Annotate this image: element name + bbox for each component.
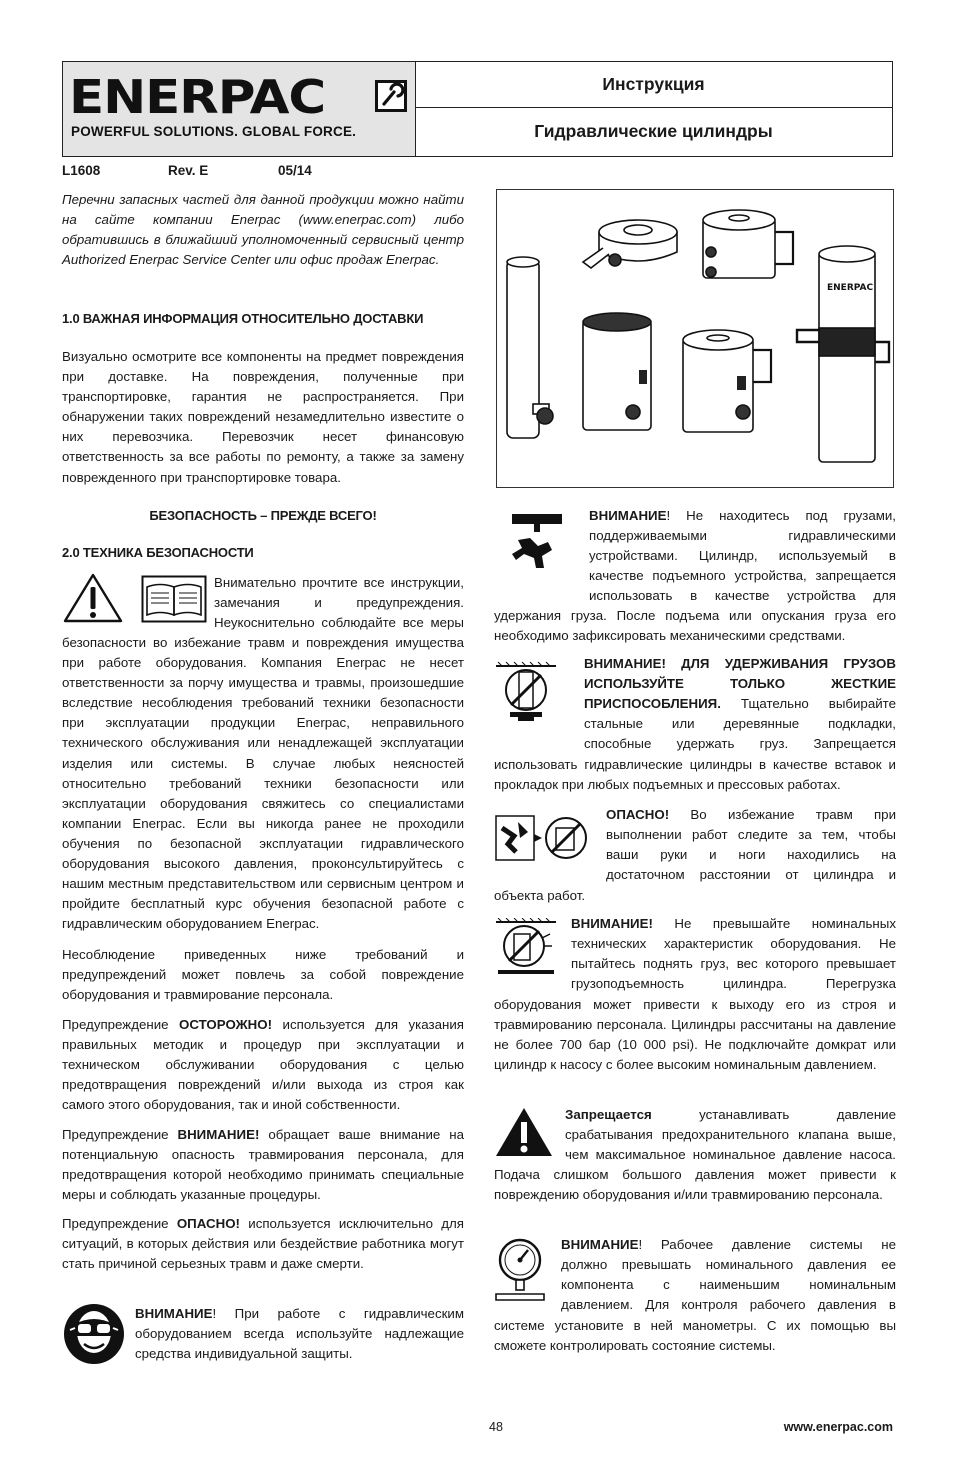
warning-3-line-4: достаточном расстоянии от цилиндра и <box>606 867 896 883</box>
warning-1-tail: удержания груза. После подъема или опускания груза его необходимо зафиксировать механическими средствами. <box>494 608 896 644</box>
ppe-text: ! При работе с гидравлическим оборудованием всегда используйте надлежащие средства индивидуальной защиты. <box>135 1306 464 1362</box>
warning-triangle-icon <box>62 572 124 624</box>
safety-first-heading: БЕЗОПАСНОСТЬ – ПРЕЖДЕ ВСЕГО! <box>149 508 377 523</box>
section-2-line-2: замечания и предупреждения. <box>214 595 464 611</box>
ppe-warning <box>135 1304 464 1364</box>
brand-tagline: POWERFUL SOLUTIONS. GLOBAL FORCE. <box>71 124 357 139</box>
warning-6-line-1 <box>561 1235 896 1255</box>
warning-4-line-4: грузоподъемность цилиндра. Перегрузка <box>571 976 896 992</box>
warning-4-keyword: ВНИМАНИЕ! <box>571 916 653 931</box>
danger-prefix: Предупреждение <box>62 1216 177 1231</box>
warning-3-keyword: ОПАСНО! <box>606 807 670 822</box>
section-2-heading: 2.0 ТЕХНИКА БЕЗОПАСНОСТИ <box>62 545 254 560</box>
warning-5-lines <box>565 1105 896 1165</box>
logo-block <box>63 62 416 156</box>
warning-6-line-1-text: ! Рабочее давление системы не <box>638 1237 896 1252</box>
warning-5-line-1 <box>565 1105 896 1125</box>
danger-keyword: ОПАСНО! <box>176 1216 240 1231</box>
warning-keyword: ВНИМАНИЕ! <box>177 1127 260 1142</box>
section-1-heading: 1.0 ВАЖНАЯ ИНФОРМАЦИЯ ОТНОСИТЕЛЬНО ДОСТАВКИ <box>62 311 424 326</box>
warning-2-lines <box>584 654 896 754</box>
danger-text: используется исключительно для ситуаций, в которых действия или бездействие работника могут стать причиной серьезных травм и даже смерти. <box>62 1216 465 1272</box>
document-meta <box>62 163 442 183</box>
manual-book-icon <box>141 575 207 623</box>
warning-1-line-1 <box>589 506 896 526</box>
overload-icon <box>494 918 558 976</box>
warning-1-keyword: ВНИМАНИЕ <box>589 508 667 523</box>
warning-3-line-2: выполнении работ следите за тем, чтобы <box>606 827 896 843</box>
warning-4-tail: оборудования может привести к выходу его из строя и травмированию персонала. Цилиндры рассчитаны на давление не более 700 бар (10 000 psi). Не подключайте домкрат или цилиндр к насосу с более высоким номинальным давлением. <box>494 997 896 1073</box>
warning-6-line-2: должно превышать номинального давления ее <box>561 1257 896 1273</box>
warning-2-line-2: ИСПОЛЬЗУЙТЕ ТОЛЬКО ЖЕСТКИЕ <box>584 676 896 692</box>
warning-5-keyword: Запрещается <box>565 1107 652 1122</box>
warning-2-tail: использовать гидравлические цилиндры в качестве вставок и прокладок при любых подъемных и прессовых работах. <box>494 757 896 793</box>
ppe-keyword: ВНИМАНИЕ <box>135 1306 213 1321</box>
document-subtitle: Гидравлические цилиндры <box>534 121 773 141</box>
warning-6-keyword: ВНИМАНИЕ <box>561 1237 639 1252</box>
warning-3-line-1 <box>606 805 896 825</box>
intro-paragraph: Перечни запасных частей для данной продукции можно найти на сайте компании Enerpac (www.enerpac.com) либо обратившись в ближайший уполномоченный сервисный центр Authorized Enerpac Service Center или офис продаж Enerpac. <box>62 192 464 268</box>
document-title: Инструкция <box>602 74 705 94</box>
doc-id: L1608 <box>62 163 101 178</box>
warning-4-line-2: технических характеристик оборудования. Не <box>571 936 896 952</box>
wrench-logo-icon <box>375 80 407 112</box>
warning-prefix: Предупреждение <box>62 1127 178 1142</box>
warning-2-line-5: способные удержать груз. Запрещается <box>584 736 896 752</box>
section-2-line-1: Внимательно прочтите все инструкции, <box>214 575 464 590</box>
footer-url[interactable]: www.enerpac.com <box>783 1420 893 1434</box>
warning-5-line-3: чем максимальное номинальное давление насоса. <box>565 1147 896 1163</box>
warning-2-line-3-text: Тщательно выбирайте <box>720 696 896 712</box>
section-1-body: Визуально осмотрите все компоненты на предмет повреждения при доставке. На повреждения, полученные при транспортировке, гарантия не распространяется. При обнаружении таких повреждений незамедлительно известите о них перевозчика. Перевозчик несет финансовую ответственность за все работы по ремонту, а также за замену поврежденного при транспортировке товара. <box>62 349 464 485</box>
warning-1-line-4: качестве подъемного устройства, запрещается <box>589 568 896 584</box>
warning-2-line-4: стальные или деревянные подкладки, <box>584 716 896 732</box>
ppe-goggles-icon <box>62 1302 126 1366</box>
warning-definition <box>62 1125 464 1205</box>
warning-1-line-3: устройствами. Цилиндр, используемый в <box>589 548 896 564</box>
warning-1-lines <box>589 506 896 606</box>
warning-4-line-3: пытайтесь поднять груз, вес которого превышает <box>571 956 896 972</box>
warning-6-tail: системе установите в ней манометры. С их помощью вы сможете контролировать состояние системы. <box>494 1318 896 1354</box>
warning-4-lines <box>571 914 896 994</box>
cylinders-illustration <box>497 190 893 487</box>
warning-6-line-3: компонента с наименьшим номинальным <box>561 1277 896 1293</box>
warning-2-line-3 <box>584 694 896 714</box>
doc-revision: Rev. E <box>168 163 209 178</box>
page-number: 48 <box>489 1420 503 1434</box>
warning-6-line-4: давлением. Для контроля рабочего давления в <box>561 1297 896 1313</box>
warning-5-tail: Подача слишком большого давления может привести к повреждению оборудования и/или травмированию персонала. <box>494 1167 896 1203</box>
caution-definition <box>62 1015 464 1115</box>
doc-date: 05/14 <box>278 163 312 178</box>
warning-1-line-1-text: ! Не находитесь под грузами, <box>666 508 896 523</box>
section-2-line-3: Неукоснительно соблюдайте все меры <box>214 615 464 631</box>
warning-6-lines <box>561 1235 896 1315</box>
warning-4-line-1 <box>571 914 896 934</box>
warning-3-lines <box>606 805 896 885</box>
warning-5-line-2: срабатывания предохранительного клапана выше, <box>565 1127 896 1143</box>
warning-5-line-1-text: устанавливать давление <box>651 1107 896 1122</box>
warning-3-tail: объекта работ. <box>494 888 586 903</box>
warning-2-keyword-3: ПРИСПОСОБЛЕНИЯ. <box>584 696 721 712</box>
header-divider <box>415 107 892 108</box>
noncompliance-paragraph: Несоблюдение приведенных ниже требований и предупреждений может повлечь за собой повреждение оборудования и травмирование персонала. <box>62 947 464 1003</box>
warning-3-line-3: ваши руки и ноги находились на <box>606 847 896 863</box>
section-2-intro <box>214 573 464 633</box>
brand-logo: ENERPAC <box>69 70 326 124</box>
warning-1-line-5: использовать в качестве устройства для <box>589 588 896 604</box>
danger-definition <box>62 1214 464 1274</box>
warning-1-line-2: поддерживаемыми гидравлическими <box>589 528 896 544</box>
pressure-gauge-icon <box>494 1238 546 1304</box>
warning-3-line-1-text: Во избежание травм при <box>669 807 896 822</box>
prohibited-triangle-icon <box>494 1106 554 1158</box>
cylinders-figure <box>496 189 894 488</box>
warning-text: обращает ваше внимание на потенциальную опасность травмирования персонала, для предотвращения которой необходимо принимать специальные меры и соблюдать указанные процедуры. <box>62 1127 464 1203</box>
caution-keyword: ОСТОРОЖНО! <box>179 1017 273 1032</box>
document-header <box>62 61 893 157</box>
caution-text: используется для указания правильных методик и процедур при эксплуатации и техническом обслуживании оборудования с целью предотвращения повреждений и/или выхода из строя как самого этого оборудования, так и иной собственности. <box>62 1017 464 1113</box>
figure-brand-label: ENERPAC <box>827 283 874 293</box>
warning-4-line-1-text: Не превышайте номинальных <box>652 916 896 931</box>
caution-prefix: Предупреждение <box>62 1017 180 1032</box>
warning-2-line-1: ВНИМАНИЕ! ДЛЯ УДЕРЖИВАНИЯ ГРУЗОВ <box>584 656 896 671</box>
hand-hazard-icon <box>494 812 590 864</box>
crush-hazard-icon <box>508 510 566 570</box>
section-2-body: безопасности во избежание травм и повреждения имущества при работе оборудования. Компания Enerpac не несет ответственности за порчу имущества и травмы, произошедшие вследствие несоблюдения требований техники безопасности при эксплуатации продукции Enerpac, неправильного технического обслуживания или ненадлежащей эксплуатации изделия или системы. В случае любых неясностей относительно требований техники безопасности или эксплуатации оборудования свяжитесь со специалистами компании Enerpac. Если вы никогда ранее не проходили обучения по безопасной эксплуатации гидравлического оборудования высокого давления, проконсультируйтесь с нашим местным представительством или сервисным центром и пройдите бесплатный курс обучения безопасной работе с гидравлическим оборудованием Enerpac. <box>62 635 464 932</box>
rigid-support-icon <box>494 660 558 724</box>
